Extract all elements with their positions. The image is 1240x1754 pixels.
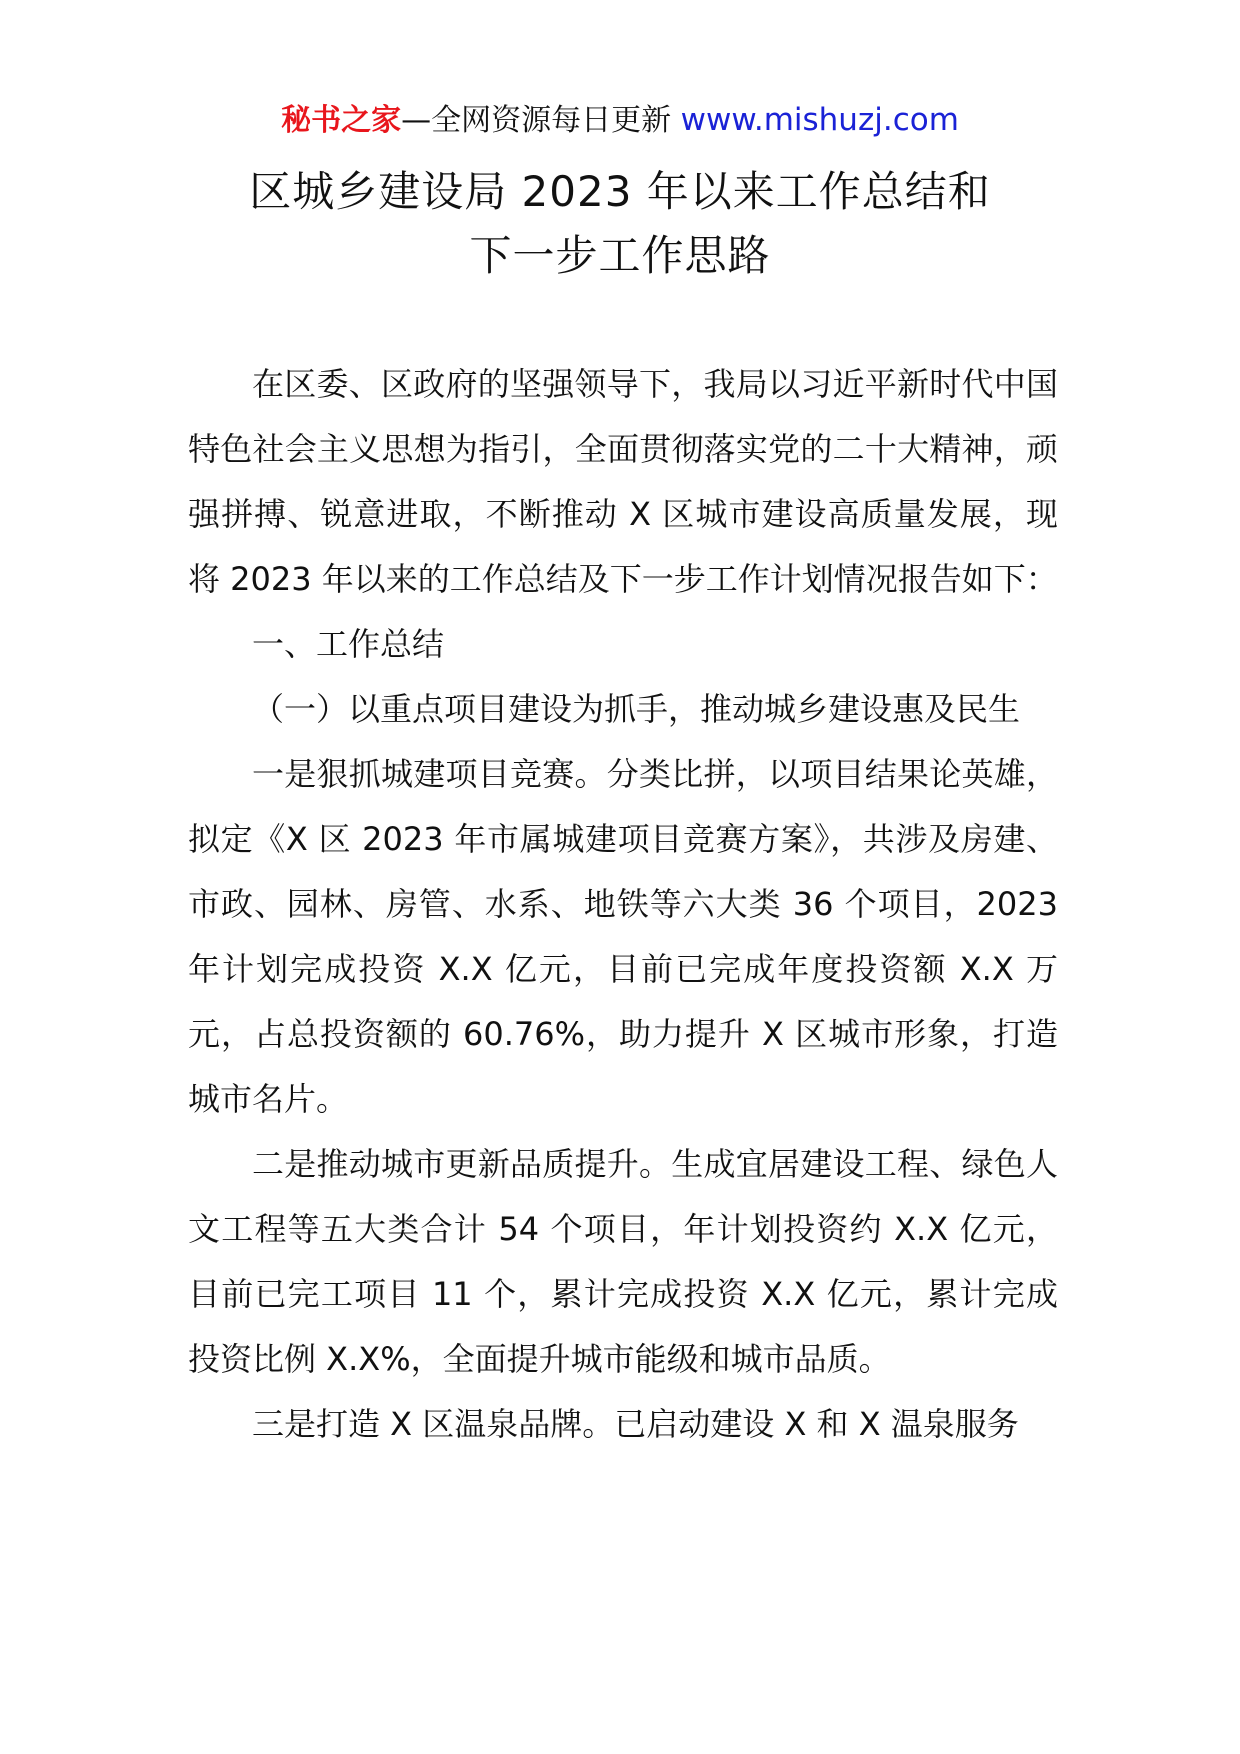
section-heading: 一、工作总结 (252, 625, 445, 663)
site-url-link[interactable]: www.mishuzj.com (680, 102, 959, 138)
body-paragraph: 二是推动城市更新品质提升。生成宜居建设工程、绿色人文工程等五大类合计 54 个项目，年计划投资约 X.X 亿元，目前已完工项目 11 个，累计完成投资 X.X 亿元，累计完成投资比例 X.X%，全面提升城市能级和城市品质。 (188, 1145, 1058, 1378)
brand-name: 秘书之家 (281, 103, 402, 138)
intro-paragraph: 在区委、区政府的坚强领导下，我局以习近平新时代中国特色社会主义思想为指引，全面贯彻落实党的二十大精神，顽强拼搏、锐意进取，不断推动 X 区城市建设高质量发展，现将 2023 年以来的工作总结及下一步工作计划情况报告如下： (188, 365, 1058, 598)
document-title (0, 160, 1240, 288)
document-body (188, 352, 1058, 1457)
site-banner (0, 98, 1240, 143)
banner-tagline: —全网资源每日更新 (401, 103, 672, 138)
title-line-2: 下一步工作思路 (469, 231, 771, 280)
body-paragraph: 三是打造 X 区温泉品牌。已启动建设 X 和 X 温泉服务 (252, 1405, 1019, 1443)
body-paragraph: 一是狠抓城建项目竞赛。分类比拼，以项目结果论英雄，拟定《X 区 2023 年市属城建项目竞赛方案》，共涉及房建、市政、园林、房管、水系、地铁等六大类 36 个项目，2023 年计划完成投资 X.X 亿元，目前已完成年度投资额 X.X 万元，占总投资额的 60.76%，助力提升 X 区城市形象，打造城市名片。 (188, 755, 1058, 1118)
title-line-1: 区城乡建设局 2023 年以来工作总结和 (249, 167, 991, 216)
subsection-heading: （一）以重点项目建设为抓手，推动城乡建设惠及民生 (252, 690, 1021, 728)
